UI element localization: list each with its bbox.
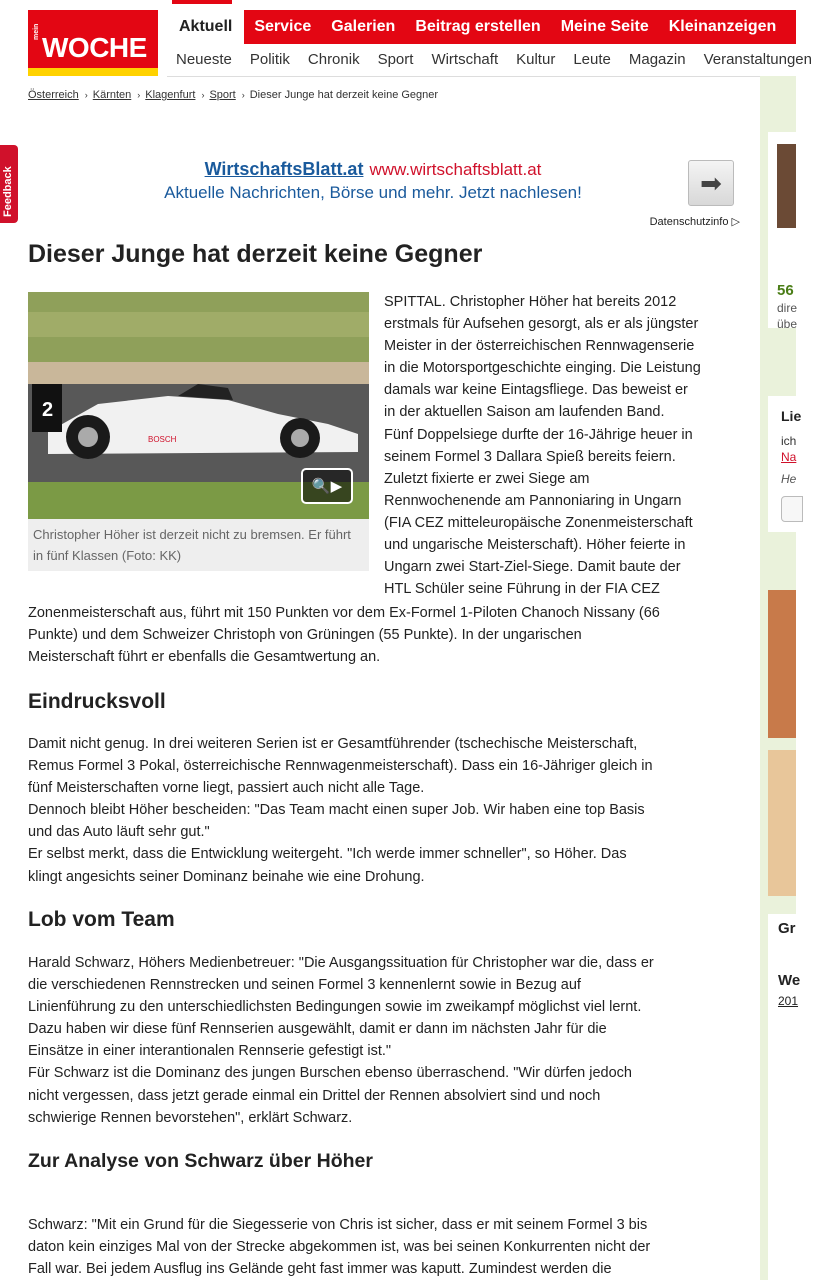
sub-nav: [167, 44, 812, 77]
sub-nav-item-sport[interactable]: Sport: [377, 51, 414, 68]
breadcrumb-sport[interactable]: Sport: [209, 89, 236, 101]
breadcrumb-oesterreich[interactable]: Österreich: [28, 89, 79, 101]
main-nav-item-beitrag-erstellen[interactable]: Beitrag erstellen: [415, 18, 541, 35]
paragraph-lob-vom-team: Harald Schwarz, Höhers Medienbetreuer: "Die Ausgangssituation für Christopher war die, dass er die verschiedenen Rennstrecken und seinen Formel 3 kennenlernt sowie in Bezug auf Linienführung zu den unterschiedlichsten Bedingungen sowie im zweikampf möglichst viel lernt. Dazu haben wir diese fünf Rennserien ausgewählt, damit er dann im nächsten Jahr für die Einsätze in einer interantionalen Rennserie gefestigt ist." Für Schwarz ist die Dominanz des jungen Burschen ebenso überraschend. "Wir dürfen jedoch nicht vergessen, dass jetzt gerade einmal ein Drittel der Rennen absolviert sind und noch schwierige Rennen bevorstehen", erklärt Schwarz.: [28, 955, 654, 1126]
main-nav-item-galerien[interactable]: Galerien: [331, 18, 396, 35]
chevron-right-icon: ›: [241, 90, 245, 100]
chevron-right-icon: ›: [137, 90, 141, 100]
sidebar-input[interactable]: [781, 496, 803, 522]
author-avatar[interactable]: [777, 144, 796, 228]
sub-nav-item-leute[interactable]: Leute: [573, 51, 611, 68]
sub-nav-item-neueste[interactable]: Neueste: [176, 51, 232, 68]
breadcrumb-klagenfurt[interactable]: Klagenfurt: [145, 89, 196, 101]
sub-nav-item-wirtschaft[interactable]: Wirtschaft: [431, 51, 499, 68]
sidebar-login-box: Lie ich Na He: [768, 396, 796, 532]
main-nav-item-aktuell[interactable]: Aktuell: [167, 10, 244, 44]
paragraph-analyse: Schwarz: "Mit ein Grund für die Siegesserie von Chris ist sicher, dass er mit seinem Formel 3 bis daton kein einziges Mal von der Strecke abgekommen ist, was bei seinen Konkurrenten nicht der Fall war. Bei jedem Ausflug ins Gelände geht fast immer was kaputt. Zumindest werden die: [28, 1217, 651, 1278]
article-photo[interactable]: [28, 292, 369, 519]
sub-nav-item-magazin[interactable]: Magazin: [628, 51, 686, 68]
zoom-gallery-button[interactable]: 🔍▶: [301, 468, 353, 504]
sub-nav-item-kultur[interactable]: Kultur: [516, 51, 556, 68]
sub-nav-item-veranstaltungen[interactable]: Veranstaltungen: [703, 51, 812, 68]
svg-text:BOSCH: BOSCH: [148, 435, 177, 444]
logo-small-text: mein: [33, 23, 40, 40]
main-nav-item-kleinanzeigen[interactable]: Kleinanzeigen: [668, 18, 777, 35]
main-nav: [167, 10, 796, 44]
feedback-tab[interactable]: [0, 145, 18, 223]
sidebar-count: 56: [777, 282, 794, 299]
paragraph-eindrucksvoll: Damit nicht genug. In drei weiteren Serien ist er Gesamtführender (tschechische Meisterschaft, Remus Formel 3 Pokal, österreichische Rennwagenmeisterschaft). Dass ein 16-Jähriger gleich in fünf Meisterschaften vorne liegt, passiert auch nicht alle Tage. Dennoch bleibt Höher bescheiden: "Das Team macht einen super Job. Wir haben eine top Basis und das Auto läuft sehr gut." Er selbst merkt, dass die Entwicklung weitergeht. "Ich werde immer schneller", so Höher. Das klingt angesichts seiner Dominanz beinahe wie eine Drohung.: [28, 736, 653, 885]
article-lead-continued: Zonenmeisterschaft aus, führt mit 150 Punkten vor dem Ex-Formel 1-Piloten Chanoch Nissany (66 Punkte) und dem Schweizer Christoph von Grüningen (55 Punkte). In der ungarischen Meisterschaft führt er ebenfalls die Gesamtwertung an.: [28, 605, 660, 666]
main-nav-item-meine-seite[interactable]: Meine Seite: [560, 18, 649, 35]
ad-brand-link[interactable]: WirtschaftsBlatt.at: [204, 159, 364, 179]
arrow-right-icon[interactable]: ➡: [688, 160, 734, 206]
article-title: Dieser Junge hat derzeit keine Gegner: [28, 240, 483, 268]
woche-logo[interactable]: [28, 10, 158, 76]
chevron-right-icon: ›: [201, 90, 205, 100]
article-lead: SPITTAL. Christopher Höher hat bereits 2012 erstmals für Aufsehen gesorgt, als er als jüngster Meister in der österreichischen Rennwagenserie in die Motorsportgeschichte einging. Die Leistung damals war keine Eintagsfliege. Das beweist er in der aktuellen Saison am laufenden Band. Fünf Doppelsiege durfte der 16-Jährige heuer in seinem Formel 3 Dallara Spieß bereits feiern. Zuletzt fixierte er zwei Siege am Rennwochenende am Pannoniaring in Ungarn (FIA CEZ mitteleuropäische Zonenmeisterschaft und ungarische Meisterschaft). Höher feierte in Ungarn zwei Start-Ziel-Siege. Damit baute der HTL Schüler seine Führung in der FIA CEZ: [384, 294, 701, 598]
chevron-right-icon: ›: [84, 90, 88, 100]
top-strip: [0, 0, 796, 8]
ad-subline[interactable]: Aktuelle Nachrichten, Börse und mehr. Jetzt nachlesen!: [164, 183, 582, 202]
ad-url[interactable]: www.wirtschaftsblatt.at: [369, 160, 542, 179]
subheading-analyse: Zur Analyse von Schwarz über Höher: [28, 1150, 373, 1172]
right-sidebar: 56 dire übe Lie ich Na He Gr We 201: [760, 76, 796, 1280]
breadcrumb-kaernten[interactable]: Kärnten: [92, 89, 132, 101]
ad-banner: [28, 155, 740, 230]
sub-nav-item-politik[interactable]: Politik: [249, 51, 290, 68]
logo-text: WOCHE: [42, 32, 147, 63]
main-nav-item-service[interactable]: Service: [254, 18, 312, 35]
svg-text:2: 2: [42, 399, 54, 421]
subheading-lob-vom-team: Lob vom Team: [28, 908, 175, 931]
sidebar-list-box: Gr We 201: [768, 914, 796, 1280]
subheading-eindrucksvoll: Eindrucksvoll: [28, 690, 166, 713]
sub-nav-item-chronik[interactable]: Chronik: [307, 51, 360, 68]
sidebar-ad-image-2[interactable]: [768, 750, 796, 896]
ad-privacy-info[interactable]: Datenschutzinfo ▷: [649, 216, 740, 228]
photo-caption: Christopher Höher ist derzeit nicht zu bremsen. Er führt in fünf Klassen (Foto: KK): [28, 519, 369, 571]
sidebar-ad-image-1[interactable]: [768, 590, 796, 738]
breadcrumb-current: Dieser Junge hat derzeit keine Gegner: [249, 89, 439, 101]
breadcrumb: [28, 89, 438, 101]
feedback-label: Feedback: [2, 166, 14, 217]
